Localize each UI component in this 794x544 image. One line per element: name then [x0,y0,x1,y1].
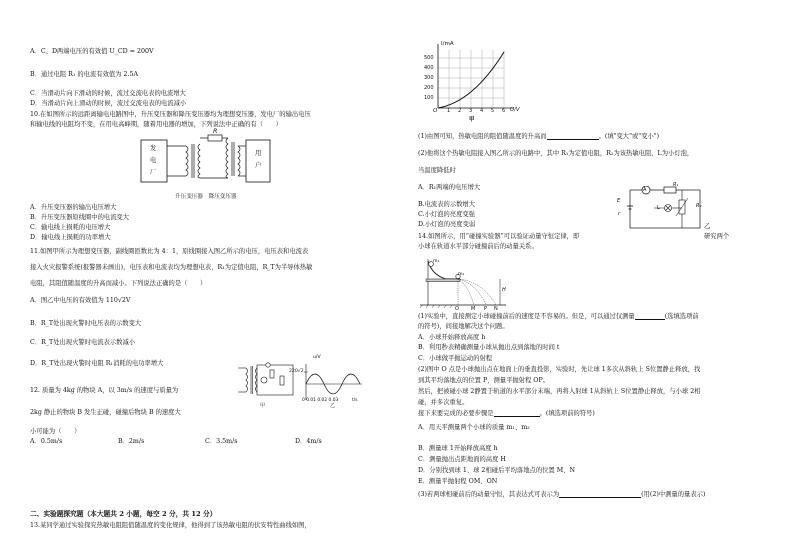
apparatus-label-h: H [502,287,506,293]
iu-graph-xtick-2: 2 [458,108,462,114]
q11-fig-caption-jia: 甲 [260,403,266,409]
q14-part2-line2: 到其平均落地点的位置 P，测量平抛射程 OP。 [418,377,549,384]
circuit-label-ammeter: A [643,187,647,193]
circuit-label-emf: E [617,198,621,204]
q14-option-b: B．利用秒表精确测量小球从抛出点到落地的时间 t [418,344,560,351]
q14-option-c: C．小球做平抛运动的射程 [418,355,493,362]
q12-option-b: B．2m/s [118,438,145,445]
q13-option-a: A．R₁两端的电压增大 [418,184,481,191]
q14-part3-answer-blank[interactable] [559,491,641,498]
iu-graph-ytick-100: 100 [424,95,434,101]
q10-transmission-figure [138,130,274,204]
q11-stem-line3: 电阻，其阻值随温度的升高而减小。下列说法正确的是（ ） [30,280,207,287]
iu-graph-caption: 甲 [469,117,475,123]
section-experiment-heading: 二、实验题探究题（本大题共 2 小题，每空 2 分，共 12 分） [30,510,217,518]
q10-fig-user-char2: 户 [255,162,262,169]
iu-graph-ylabel: I/mA [441,41,454,47]
q9-option-d: D．当滑动片向上滑动的时候，流过交流电表的电流减小 [30,100,187,107]
q14-part2-line1: (2)图中 O 点是小球抛出点在地面上的垂直投影，实验时，先让球 1多次从斜轨上 S位置静止释放，找 [418,366,701,373]
q10-fig-user-char1: 用 [255,150,262,157]
q13-part1-tail: 。(填"变大"或"变小") [598,133,660,140]
apparatus-label-o: O [455,306,459,312]
iu-graph-origin: O [433,108,438,114]
q10-stem-line1: 10.在如图所示的远距离输电电路图中，升压变压器和降压变压器均为理想变压器，发电厂的输出电压 [30,111,311,118]
q14-option-a: A．小球开始释放高度 h [418,334,486,341]
q11-option-d: D．R_T处出现火警时电阻 R₁消耗的电功率增大 [30,360,164,367]
iu-graph-ytick-200: 200 [424,85,434,91]
q14-step-c: C．测量抛出点距地面的高度 H [418,456,506,463]
iu-graph-xtick-5: 5 [491,108,495,114]
apparatus-label-m2: m₂ [458,272,465,277]
q13-part2-line2: 当温度降低时 [418,167,456,174]
q14-stem-line2: 研究两个 [704,233,730,240]
circuit-figure [624,186,708,236]
apparatus-label-p: P [484,306,488,312]
q10-stem-line2: 和输电线的电阻均不变，在用电高峰期，随着用电器的增加，下列说法中正确的有（ ） [30,121,282,128]
iu-graph-ytick-500: 500 [424,55,434,61]
q13-part1-text: (1)由图可知，热敏电阻的阻值随温度的升高而 [418,133,547,140]
q14-part1-line1 [418,313,699,320]
q13-option-b: B.电流表的示数增大 [418,201,476,208]
q14-part2-line5 [418,410,595,417]
q14-part1-line2: 的符号)，间接地解决这个问题。 [418,323,509,330]
q9-option-b: B．通过电阻 R₁ 的电流有效值为 2.5A [30,71,139,78]
apparatus-label-n: N [494,306,498,312]
q10-fig-caption: 升压变压器 降压变压器 [175,194,237,200]
q10-fig-resistor-label: R [213,128,218,135]
iu-graph-xtick-1: 1 [447,108,451,114]
iu-graph-ytick-400: 400 [424,65,434,71]
q11-stem-line2: 接入火灾报警系统(报警器未画出)，电压表和电流表均为理想电表，R₁为定值电阻，R_T为半导体热敏 [30,264,313,271]
q13-option-c: C.小灯泡的亮度变强 [418,211,475,218]
q14-step-b: B．测量球 1开始释放高度 h [418,445,498,452]
q14-part1-text-b: (选填选项前 [664,313,699,320]
q13-part1-answer-blank[interactable] [547,133,599,140]
q10-option-c: C．输电线上损耗的电压增大 [30,224,111,231]
q14-stem-line3: 小球在轨道水平部分碰撞前后的动量关系。 [418,243,538,250]
q11-option-c: C．R_T处出现火警时电流表示数减小 [30,339,136,346]
q14-stem-line1: 14.如图所示，用“碰撞实验器”可以验证动量守恒定律，即 [418,233,580,240]
q11-option-b: B．R_T处出现火警时电压表的示数变大 [30,320,142,327]
iu-graph-xtick-4: 4 [480,108,484,114]
iu-graph-xlabel: U/V [510,107,520,113]
q14-step-d: D．分别找到球 1、球 2相碰后平均落地点的位置 M、N [418,467,575,474]
q13-option-d: D.小灯泡的亮度变弱 [418,221,476,228]
iu-graph-ytick-300: 300 [424,75,434,81]
q12-option-a: A．0.5m/s [30,438,63,445]
q14-part2-prompt: 接下来要完成的必要步骤是 [418,410,494,417]
q10-option-a: A．升压变压器的输出电压增大 [30,204,117,211]
q14-part1-answer-blank[interactable] [635,313,665,320]
q9-option-a: A．C、D两端电压的有效值 U_CD = 200V [30,48,154,55]
q10-fig-generator-char2: 电 [150,157,157,164]
q13-stem: 13.某同学通过实验探究热敏电阻阻值随温度的变化规律，他得到了该热敏电阻的伏安特性曲线如图， [30,522,311,529]
q12-stem-line2: 2kg 静止的物块 B 发生正碰，碰撞后物块 B 的速度大 [30,409,181,416]
q14-part2-line3: 然后，把被碰小球 2静置于轨道的水平部分末端，再将入射球 1从斜轨上 S位置静止释放，与小球 2相 [418,388,701,395]
circuit-label-r1: R₁ [673,182,679,188]
apparatus-label-m: M [471,306,476,312]
iu-graph-xtick-3: 3 [469,108,473,114]
q12-option-d: D．4m/s [295,438,322,445]
q11-fig-peak: 220√2 [289,369,304,374]
q11-fig-caption-yi: 乙 [330,403,336,409]
circuit-caption: 乙 [704,222,711,230]
q14-part2-tail: 。(填选项前的符号) [539,410,595,417]
q11-fig-axis-t: t/s [352,398,358,403]
q14-part3-text: (3)若两球相碰前后的动量守恒，其表达式可表示为 [418,491,560,498]
circuit-label-internal-r: r [618,211,621,217]
q11-stem-line1: 11.如图甲所示为理想变压器，副线圈匝数比为 4：1，原线圈接入图乙所示的电压，电压表和电流表 [30,248,309,255]
q14-part1-text: (1)实验中，直接测定小球碰撞前后的速度是不容易的。但是，可以通过仅测量 [418,313,635,320]
q14-step-a: A．用天平测量两个小球的质量 m₁、m₂ [418,424,530,431]
q10-option-b: B．升压变压器原线圈中的电流变大 [30,214,130,221]
q12-stem-line1: 12. 质量为 4kg 的物块 A，以 3m/s 的速度与质量为 [30,387,179,394]
q10-fig-generator-char1: 发 [150,145,157,152]
circuit-label-lamp: L [657,205,660,211]
q14-part2-line4: 碰，并多次重复。 [418,399,469,406]
q9-option-c: C．当滑动片向下滑动的时候，流过交流电表的电流增大 [30,90,186,97]
q12-stem-line3: 小可能为（ ） [30,428,81,435]
q14-part2-answer-blank[interactable] [494,410,540,417]
q14-part3 [418,491,705,498]
q13-part1 [418,133,659,140]
q14-part3-tail: (用(2)中测量的量表示) [641,491,706,498]
q14-step-e: E．测量平抛射程 OM、ON [418,478,498,485]
q12-option-c: C．3.5m/s [205,438,238,445]
q11-option-a: A．图乙中电压的有效值为 110√2V [30,297,131,304]
apparatus-label-m1: m₁ [433,259,440,264]
q10-option-d: D．输电线上损耗的功率增大 [30,234,111,241]
q11-fig-ticks: 0 0.01 0.02 0.03 [302,398,339,403]
q11-fig-axis-u: u/V [313,355,321,360]
circuit-label-r2: R₂ [696,203,702,209]
q10-fig-generator-char3: 厂 [150,169,157,176]
q13-part2-line1: (2)他将这个热敏电阻接入图乙所示的电路中，其中 R₁为定值电阻，R₂为该热敏电阻，L为小灯泡， [418,150,694,157]
iu-graph-xtick-6: 6 [502,108,506,114]
